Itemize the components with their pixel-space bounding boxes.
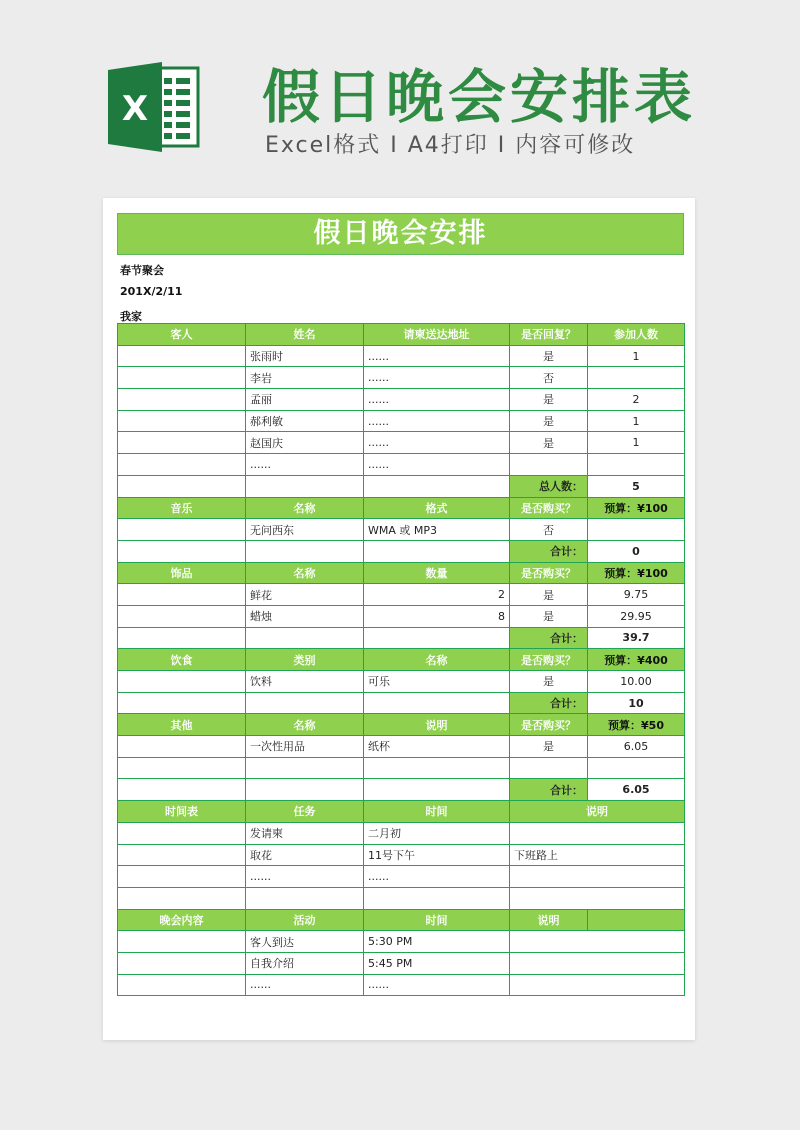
table-row (118, 389, 685, 411)
schedule-cell[interactable] (246, 887, 364, 909)
other-cell[interactable] (118, 757, 246, 779)
guests-cell[interactable]: 1 (588, 410, 685, 432)
table-row (118, 866, 685, 888)
guests-total-label: 总人数： (510, 475, 588, 497)
guests-cell (246, 475, 364, 497)
food-cell[interactable]: 饮料 (246, 671, 364, 693)
program-cell[interactable] (118, 974, 246, 996)
other-cell[interactable] (246, 757, 364, 779)
music-cell[interactable]: 无问西东 (246, 519, 364, 541)
schedule-cell[interactable]: ...... (364, 866, 510, 888)
table-row (118, 887, 685, 909)
music-cell (364, 540, 510, 562)
other-cell[interactable] (510, 757, 588, 779)
decor-header-0: 饰品 (118, 562, 246, 584)
decor-total-label: 合计： (510, 627, 588, 649)
music-cell[interactable] (588, 519, 685, 541)
program-cell[interactable]: 5:30 PM (364, 931, 510, 953)
food-cell[interactable]: 10.00 (588, 671, 685, 693)
guests-cell (118, 475, 246, 497)
other-header-3: 是否购买？ (510, 714, 588, 736)
food-cell (246, 692, 364, 714)
schedule-header-0: 时间表 (118, 801, 246, 823)
decor-cell[interactable]: 鲜花 (246, 584, 364, 606)
other-header-2: 说明 (364, 714, 510, 736)
schedule-cell[interactable] (118, 866, 246, 888)
table-row (118, 432, 685, 454)
decor-cell[interactable]: 蜡烛 (246, 605, 364, 627)
music-header-1: 名称 (246, 497, 364, 519)
decor-cell (246, 627, 364, 649)
food-total-value: 10 (588, 692, 685, 714)
music-cell[interactable] (118, 519, 246, 541)
guests-cell[interactable]: 孟丽 (246, 389, 364, 411)
decor-header-1: 名称 (246, 562, 364, 584)
guests-cell[interactable]: 郝利敏 (246, 410, 364, 432)
food-header-3: 是否购买？ (510, 649, 588, 671)
program-header-3: 说明 (510, 909, 588, 931)
guests-cell[interactable]: 否 (510, 367, 588, 389)
guests-cell[interactable]: ...... (364, 432, 510, 454)
guests-cell[interactable] (118, 432, 246, 454)
schedule-cell[interactable]: ...... (246, 866, 364, 888)
guests-cell (364, 475, 510, 497)
schedule-cell[interactable]: 二月初 (364, 822, 510, 844)
food-cell[interactable]: 可乐 (364, 671, 510, 693)
table-row (118, 519, 685, 541)
guests-cell[interactable] (588, 454, 685, 476)
schedule-header-3: 说明 (510, 801, 685, 823)
guests-cell[interactable]: 是 (510, 432, 588, 454)
program-cell[interactable]: 自我介绍 (246, 952, 364, 974)
decor-cell[interactable]: 2 (364, 584, 510, 606)
guests-cell[interactable]: 是 (510, 345, 588, 367)
guests-cell[interactable] (118, 345, 246, 367)
table-row (118, 822, 685, 844)
music-total-value: 0 (588, 540, 685, 562)
guests-cell[interactable]: ...... (364, 367, 510, 389)
decor-cell (118, 627, 246, 649)
program-cell[interactable]: ...... (246, 974, 364, 996)
guests-header-1: 姓名 (246, 324, 364, 346)
other-total-value: 6.05 (588, 779, 685, 801)
food-summary-row (118, 692, 685, 714)
page-title: 假日晚会安排表 (262, 63, 697, 131)
event-date: 201X/2/11 (120, 285, 183, 298)
table-row (118, 931, 685, 953)
food-cell (118, 692, 246, 714)
food-header-4: 预算：¥400 (588, 649, 685, 671)
other-header-row (118, 714, 685, 736)
guests-header-0: 客人 (118, 324, 246, 346)
guests-header-4: 参加人数 (588, 324, 685, 346)
event-name: 春节聚会 (120, 264, 164, 277)
music-header-2: 格式 (364, 497, 510, 519)
music-cell (246, 540, 364, 562)
program-cell[interactable] (510, 931, 685, 953)
schedule-cell[interactable] (118, 887, 246, 909)
schedule-header-row (118, 801, 685, 823)
music-header-3: 是否购买？ (510, 497, 588, 519)
page-subtitle: Excel格式 I A4打印 I 内容可修改 (265, 133, 636, 158)
plan-table (117, 323, 685, 996)
table-row (118, 671, 685, 693)
guests-header-row (118, 324, 685, 346)
program-header-row (118, 909, 685, 931)
guests-total-value: 5 (588, 475, 685, 497)
table-row (118, 844, 685, 866)
program-cell[interactable]: ...... (364, 974, 510, 996)
food-header-2: 名称 (364, 649, 510, 671)
decor-cell[interactable] (118, 605, 246, 627)
guests-cell[interactable]: ...... (364, 410, 510, 432)
guests-cell[interactable]: ...... (364, 345, 510, 367)
table-row (118, 974, 685, 996)
schedule-cell[interactable] (118, 822, 246, 844)
schedule-header-1: 任务 (246, 801, 364, 823)
decor-cell[interactable]: 9.75 (588, 584, 685, 606)
program-cell[interactable] (510, 952, 685, 974)
event-place: 我家 (120, 310, 142, 323)
other-cell (364, 779, 510, 801)
guests-cell[interactable]: 是 (510, 389, 588, 411)
guests-cell[interactable]: ...... (364, 454, 510, 476)
guests-cell[interactable]: 1 (588, 345, 685, 367)
table-row (118, 757, 685, 779)
program-cell[interactable] (118, 931, 246, 953)
guests-cell[interactable]: 是 (510, 410, 588, 432)
decor-cell[interactable]: 是 (510, 605, 588, 627)
guests-cell[interactable] (118, 454, 246, 476)
schedule-cell[interactable]: 发请柬 (246, 822, 364, 844)
music-cell[interactable]: WMA 或 MP3 (364, 519, 510, 541)
food-cell[interactable]: 是 (510, 671, 588, 693)
other-cell[interactable]: 是 (510, 736, 588, 758)
program-cell[interactable]: 客人到达 (246, 931, 364, 953)
guests-cell[interactable] (118, 410, 246, 432)
decor-cell[interactable] (118, 584, 246, 606)
table-row (118, 367, 685, 389)
other-total-label: 合计： (510, 779, 588, 801)
guests-cell[interactable]: 1 (588, 432, 685, 454)
program-cell[interactable]: 5:45 PM (364, 952, 510, 974)
guests-cell[interactable]: ...... (246, 454, 364, 476)
other-header-0: 其他 (118, 714, 246, 736)
decor-cell (364, 627, 510, 649)
decor-total-value: 39.7 (588, 627, 685, 649)
schedule-cell[interactable] (510, 866, 685, 888)
decor-header-4: 预算：¥100 (588, 562, 685, 584)
other-cell[interactable]: 一次性用品 (246, 736, 364, 758)
table-row (118, 952, 685, 974)
other-cell (246, 779, 364, 801)
music-cell (118, 540, 246, 562)
schedule-cell[interactable] (364, 887, 510, 909)
guests-header-3: 是否回复？ (510, 324, 588, 346)
guests-cell[interactable] (118, 389, 246, 411)
food-header-1: 类别 (246, 649, 364, 671)
schedule-header-2: 时间 (364, 801, 510, 823)
table-row (118, 584, 685, 606)
decor-header-row (118, 562, 685, 584)
table-row (118, 454, 685, 476)
schedule-cell[interactable] (118, 844, 246, 866)
decor-header-2: 数量 (364, 562, 510, 584)
other-header-4: 预算：¥50 (588, 714, 685, 736)
decor-cell[interactable]: 29.95 (588, 605, 685, 627)
table-row (118, 345, 685, 367)
food-cell (364, 692, 510, 714)
decor-header-3: 是否购买？ (510, 562, 588, 584)
decor-cell[interactable]: 是 (510, 584, 588, 606)
schedule-cell[interactable] (510, 822, 685, 844)
guests-cell[interactable]: 赵国庆 (246, 432, 364, 454)
guests-header-2: 请柬送达地址 (364, 324, 510, 346)
program-header-2: 时间 (364, 909, 510, 931)
program-header-4 (588, 909, 685, 931)
svg-text:X: X (121, 89, 149, 129)
music-total-label: 合计： (510, 540, 588, 562)
music-header-0: 音乐 (118, 497, 246, 519)
table-row (118, 605, 685, 627)
schedule-cell[interactable]: 取花 (246, 844, 364, 866)
food-cell[interactable] (118, 671, 246, 693)
program-header-0: 晚会内容 (118, 909, 246, 931)
other-cell (118, 779, 246, 801)
other-cell[interactable] (364, 757, 510, 779)
music-header-row (118, 497, 685, 519)
schedule-cell[interactable]: 11号下午 (364, 844, 510, 866)
excel-logo-icon (104, 58, 202, 156)
other-cell[interactable] (118, 736, 246, 758)
other-cell[interactable] (588, 757, 685, 779)
guests-cell[interactable]: 2 (588, 389, 685, 411)
decor-summary-row (118, 627, 685, 649)
food-total-label: 合计： (510, 692, 588, 714)
music-summary-row (118, 540, 685, 562)
schedule-cell[interactable] (510, 887, 685, 909)
program-header-1: 活动 (246, 909, 364, 931)
food-header-0: 饮食 (118, 649, 246, 671)
program-cell[interactable] (118, 952, 246, 974)
food-header-row (118, 649, 685, 671)
sheet-title: 假日晚会安排 (117, 213, 684, 255)
guests-cell[interactable] (118, 367, 246, 389)
decor-cell[interactable]: 8 (364, 605, 510, 627)
other-cell[interactable]: 纸杯 (364, 736, 510, 758)
other-cell[interactable]: 6.05 (588, 736, 685, 758)
guests-cell[interactable] (588, 367, 685, 389)
guests-cell[interactable]: 张雨时 (246, 345, 364, 367)
table-row (118, 736, 685, 758)
program-cell[interactable] (510, 974, 685, 996)
guests-cell[interactable]: ...... (364, 389, 510, 411)
other-header-1: 名称 (246, 714, 364, 736)
guests-cell[interactable] (510, 454, 588, 476)
other-summary-row (118, 779, 685, 801)
schedule-cell[interactable]: 下班路上 (510, 844, 685, 866)
music-header-4: 预算：¥100 (588, 497, 685, 519)
guests-cell[interactable]: 李岩 (246, 367, 364, 389)
music-cell[interactable]: 否 (510, 519, 588, 541)
guests-summary-row (118, 475, 685, 497)
table-row (118, 410, 685, 432)
